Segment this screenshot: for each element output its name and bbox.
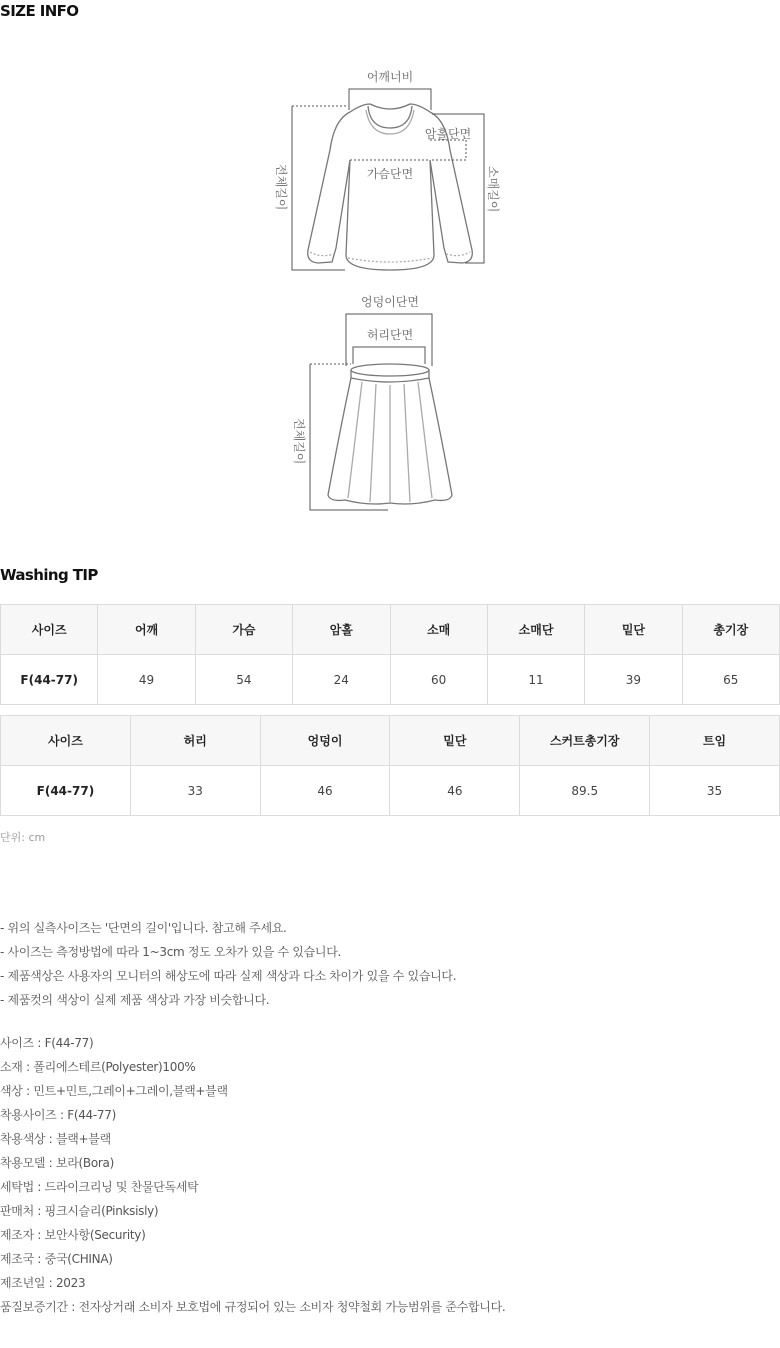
spec-item: 소재 : 폴리에스테르(Polyester)100% (0, 1060, 196, 1074)
table-header: 총기장 (682, 605, 779, 655)
table-header: 밑단 (585, 605, 682, 655)
table-header: 어깨 (98, 605, 195, 655)
skirt-size-table (0, 715, 780, 816)
table-cell: 33 (130, 766, 260, 816)
table-cell: 11 (487, 655, 584, 705)
unit-note: 단위: cm (0, 831, 46, 844)
chest-label: 가슴단면 (366, 167, 414, 181)
table-header: 소매단 (487, 605, 584, 655)
hip-label: 엉덩이단면 (361, 295, 419, 309)
top-total-length-label: 전체길이 (274, 164, 288, 211)
table-cell: 65 (682, 655, 779, 705)
top-size-table (0, 604, 780, 705)
spec-item: 제조년일 : 2023 (0, 1276, 86, 1290)
size-info-title: SIZE INFO (0, 2, 79, 20)
table-cell: F(44-77) (1, 655, 98, 705)
table-header-row (1, 716, 780, 766)
table-cell: 46 (390, 766, 520, 816)
size-measurement-diagram (0, 60, 780, 520)
spec-item: 품질보증기간 : 전자상거래 소비자 보호법에 규정되어 있는 소비자 청약철회 가능범위를 준수합니다. (0, 1300, 506, 1314)
note-item: - 제품컷의 색상이 실제 제품 색상과 가장 비슷합니다. (0, 993, 270, 1007)
skirt-illustration (328, 364, 452, 504)
table-header: 사이즈 (1, 605, 98, 655)
table-cell: 46 (260, 766, 390, 816)
spec-item: 판매처 : 핑크시슬리(Pinksisly) (0, 1204, 159, 1218)
table-header: 암홀 (293, 605, 390, 655)
spec-item: 세탁법 : 드라이크리닝 및 찬물단독세탁 (0, 1180, 199, 1194)
table-header: 밑단 (390, 716, 520, 766)
waist-label: 허리단면 (366, 328, 414, 342)
table-cell: 49 (98, 655, 195, 705)
product-spec-list (0, 1031, 505, 1319)
table-cell: 24 (293, 655, 390, 705)
skirt-total-length-label: 전체길이 (292, 418, 306, 465)
spec-item: 제조국 : 중국(CHINA) (0, 1252, 113, 1266)
table-header: 소매 (390, 605, 487, 655)
table-header: 가슴 (195, 605, 292, 655)
spec-item: 제조자 : 보안사항(Security) (0, 1228, 146, 1242)
table-header: 사이즈 (1, 716, 131, 766)
spec-item: 착용사이즈 : F(44-77) (0, 1108, 116, 1122)
spec-item: 착용모델 : 보라(Bora) (0, 1156, 114, 1170)
note-item: - 제품색상은 사용자의 모니터의 해상도에 따라 실제 색상과 다소 차이가 있을 수 있습니다. (0, 969, 457, 983)
table-header: 엉덩이 (260, 716, 390, 766)
note-item: - 위의 실측사이즈는 '단면의 길이'입니다. 참고해 주세요. (0, 921, 287, 935)
armhole-label: 암홀단면 (424, 127, 472, 141)
table-cell: 60 (390, 655, 487, 705)
table-header: 트임 (650, 716, 780, 766)
table-cell: 54 (195, 655, 292, 705)
spec-item: 사이즈 : F(44-77) (0, 1036, 94, 1050)
spec-item: 색상 : 민트+민트,그레이+그레이,블랙+블랙 (0, 1084, 228, 1098)
table-cell: F(44-77) (1, 766, 131, 816)
table-cell: 39 (585, 655, 682, 705)
note-item: - 사이즈는 측정방법에 따라 1~3cm 정도 오차가 있을 수 있습니다. (0, 945, 342, 959)
table-cell: 35 (650, 766, 780, 816)
table-header: 스커트총기장 (520, 716, 650, 766)
washing-tip-title: Washing TIP (0, 566, 98, 584)
shoulder-label: 어깨너비 (366, 70, 414, 84)
spec-item: 착용색상 : 블랙+블랙 (0, 1132, 111, 1146)
sleeve-length-label: 소매길이 (486, 166, 500, 213)
table-row (1, 655, 780, 705)
table-header-row (1, 605, 780, 655)
table-header: 허리 (130, 716, 260, 766)
notes-list (0, 916, 456, 1012)
table-row (1, 766, 780, 816)
table-cell: 89.5 (520, 766, 650, 816)
